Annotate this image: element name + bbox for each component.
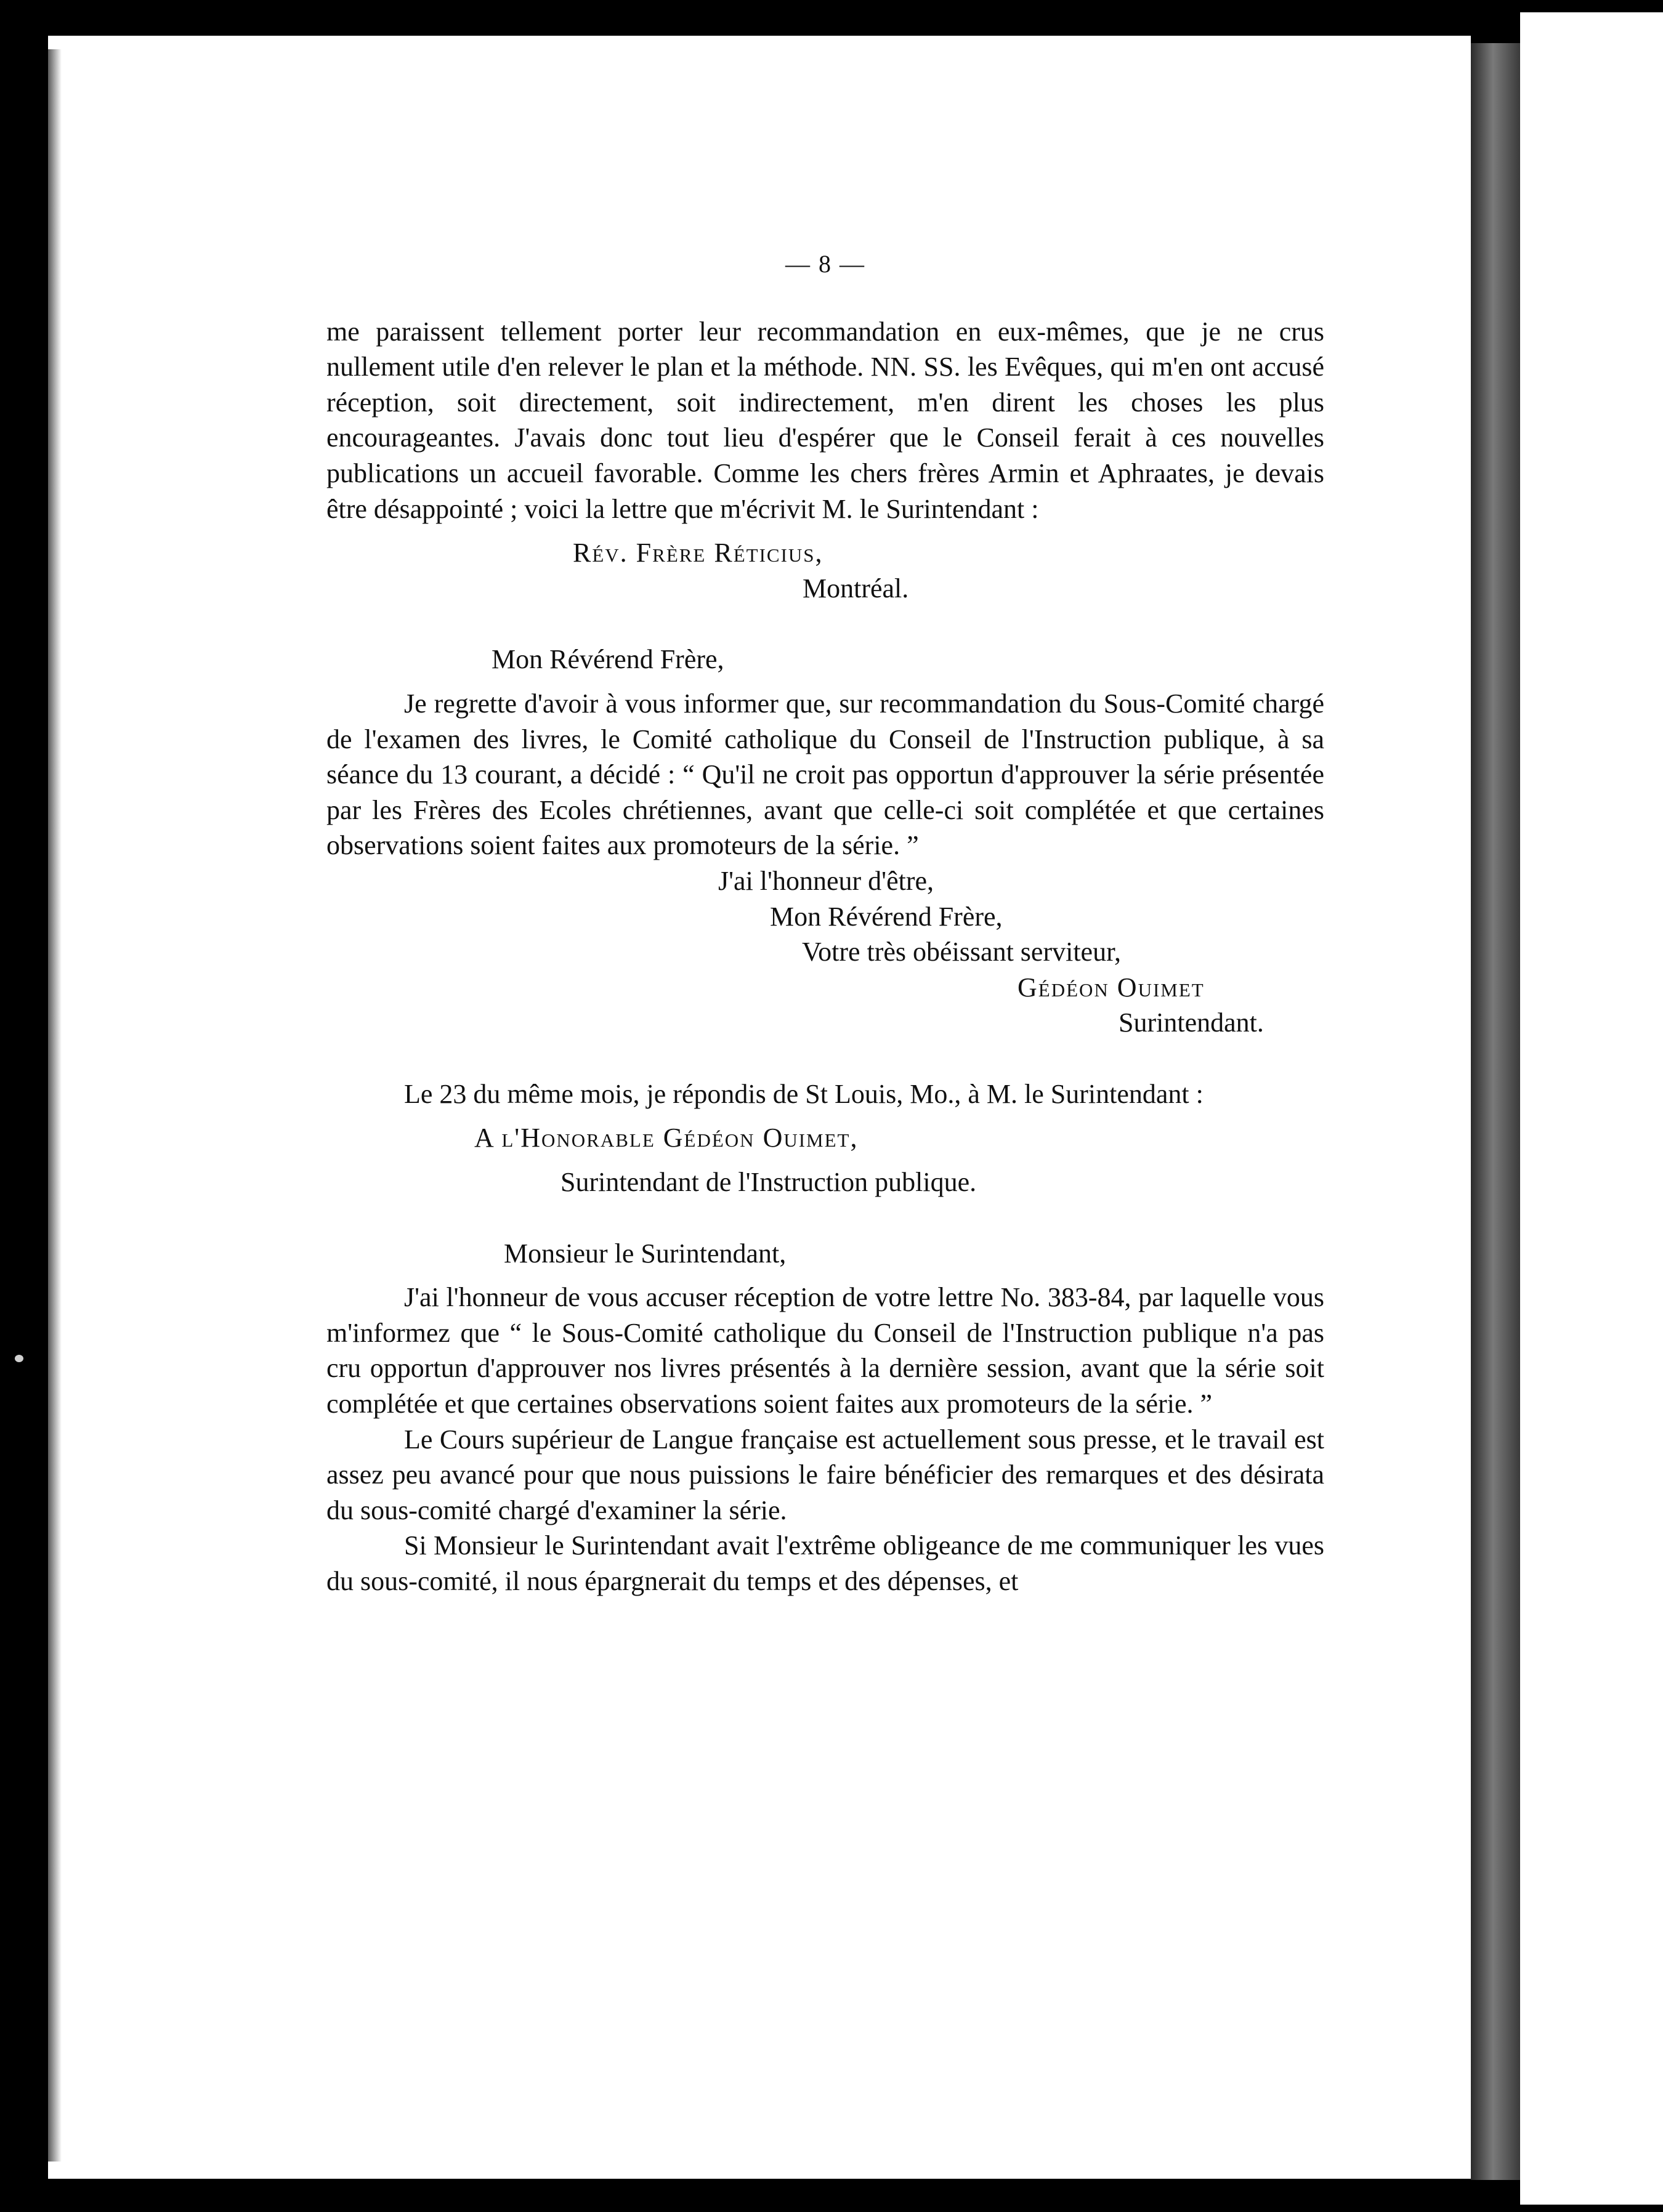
facing-page-edge	[1520, 12, 1663, 2205]
letter1-closing-2: Mon Révérend Frère,	[770, 901, 1003, 932]
transition-paragraph: Le 23 du même mois, je répondis de St Louis, Mo., à M. le Surintendant :	[404, 1078, 1204, 1109]
letter2-paragraph-3: Si Monsieur le Surintendant avait l'extrême obligeance de me communiquer les vues du sous-comité, il nous épargnerait du temps et des dépenses, et	[326, 1530, 1324, 1596]
letter1-salutation: Mon Révérend Frère,	[492, 644, 724, 675]
letter2-paragraph-1: J'ai l'honneur de vous accuser réception de votre lettre No. 383-84, par laquelle vous m'informez que “ le Sous-Comité catholique du Conseil de l'Instruction publique n'a pas cru opportun d'approuver nos livres présentés à la dernière session, avant que la série soit complétée et que certaines observations soient faites aux promoteurs de la série. ”	[326, 1282, 1324, 1419]
letter1-closing-1: J'ai l'honneur d'être,	[718, 865, 934, 896]
letter1-signature-title: Surintendant.	[1119, 1007, 1264, 1038]
page-gutter-shadow	[1471, 43, 1520, 2180]
page-text	[326, 246, 1324, 1599]
opening-paragraph: me paraissent tellement porter leur recommandation en eux-mêmes, que je ne crus nullement utile d'en relever le plan et la méthode. NN. SS. les Evêques, qui m'en ont accusé réception, soit directement, soit indirectement, m'en dirent les choses les plus encourageantes. J'avais donc tout lieu d'espérer que le Conseil ferait à ces nouvelles publications un accueil favorable. Comme les chers frères Armin et Aphraates, je devais être désappointé ; voici la lettre que m'écrivit M. le Surintendant :	[326, 316, 1324, 524]
page-number: — 8 —	[785, 250, 865, 278]
letter2-salutation: Monsieur le Surintendant,	[504, 1238, 787, 1269]
letter2-addressee: A l'Honorable Gédéon Ouimet,	[474, 1123, 859, 1153]
letter1-signature: Gédéon Ouimet	[1018, 972, 1205, 1003]
letter2-paragraph-2: Le Cours supérieur de Langue française est actuellement sous presse, et le travail est assez peu avancé pour que nous puissions le faire bénéficier des remarques et des désirata du sous-comité chargé d'examiner la série.	[326, 1424, 1324, 1525]
letter1-addressee: Rév. Frère Réticius,	[573, 538, 823, 568]
letter1-place: Montréal.	[803, 573, 909, 603]
page-left-edge	[48, 49, 62, 2162]
scan-speck	[15, 1355, 23, 1362]
letter1-body: Je regrette d'avoir à vous informer que, sur recommandation du Sous-Comité chargé de l'examen des livres, le Comité catholique du Conseil de l'Instruction publique, à sa séance du 13 courant, a décidé : “ Qu'il ne croit pas opportun d'approuver la série présentée par les Frères des Ecoles chrétiennes, avant que celle-ci soit complétée et que certaines observations soient faites aux promoteurs de la série. ”	[326, 688, 1324, 861]
letter1-closing-3: Votre très obéissant serviteur,	[802, 937, 1121, 967]
letter2-addressee-title: Surintendant de l'Instruction publique.	[560, 1167, 977, 1198]
